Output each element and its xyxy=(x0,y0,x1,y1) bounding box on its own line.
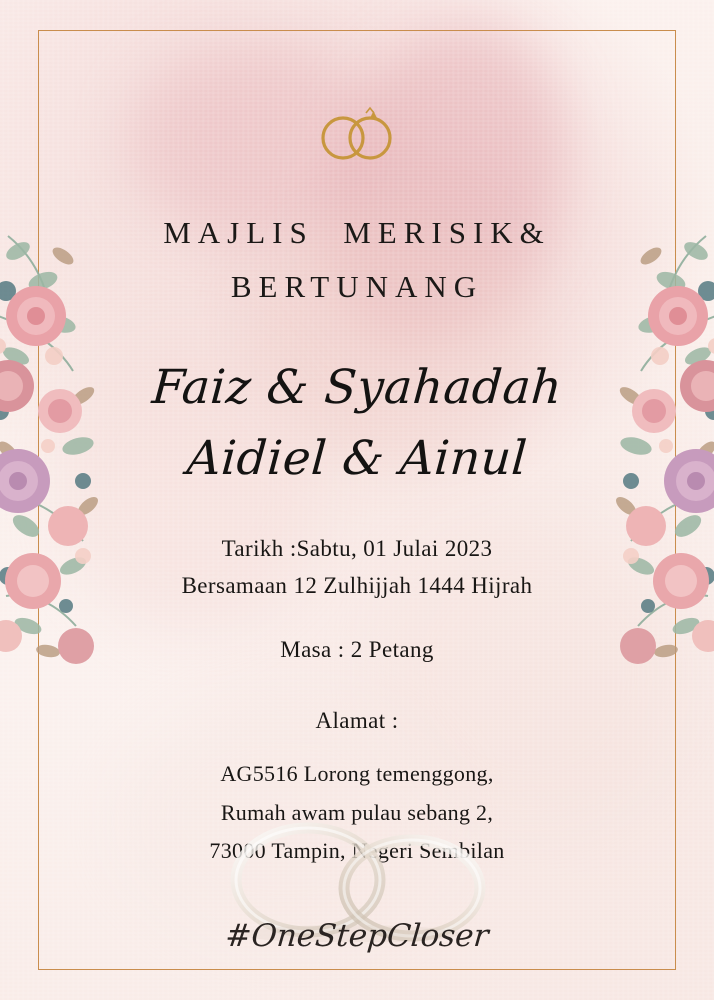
event-title-line-1: MAJLIS MERISIK& xyxy=(163,215,551,250)
event-date: Tarikh :Sabtu, 01 Julai 2023 xyxy=(221,536,493,561)
couple-name-line-1: Faiz & Syahadah xyxy=(150,360,564,415)
address-line-2: Rumah awam pulau sebang 2, xyxy=(220,799,494,825)
event-title-line-2: BERTUNANG xyxy=(230,269,484,305)
address-line-3: 73000 Tampin, Negeri Sembilan xyxy=(209,838,505,863)
address-label: Alamat : xyxy=(315,707,399,733)
event-time: Masa : 2 Petang xyxy=(280,636,434,662)
event-title xyxy=(0,206,714,315)
couple-name-line-2: Aidiel & Ainul xyxy=(184,431,530,487)
wedding-rings-icon xyxy=(0,100,714,166)
event-hijri-date: Bersamaan 12 Zulhijjah 1444 Hijrah xyxy=(181,573,533,599)
event-details xyxy=(0,530,714,739)
couple-names xyxy=(0,352,714,495)
address-line-1: AG5516 Lorong temenggong, xyxy=(220,761,494,786)
hashtag: #OneStepCloser xyxy=(223,918,491,954)
event-address xyxy=(0,755,714,871)
